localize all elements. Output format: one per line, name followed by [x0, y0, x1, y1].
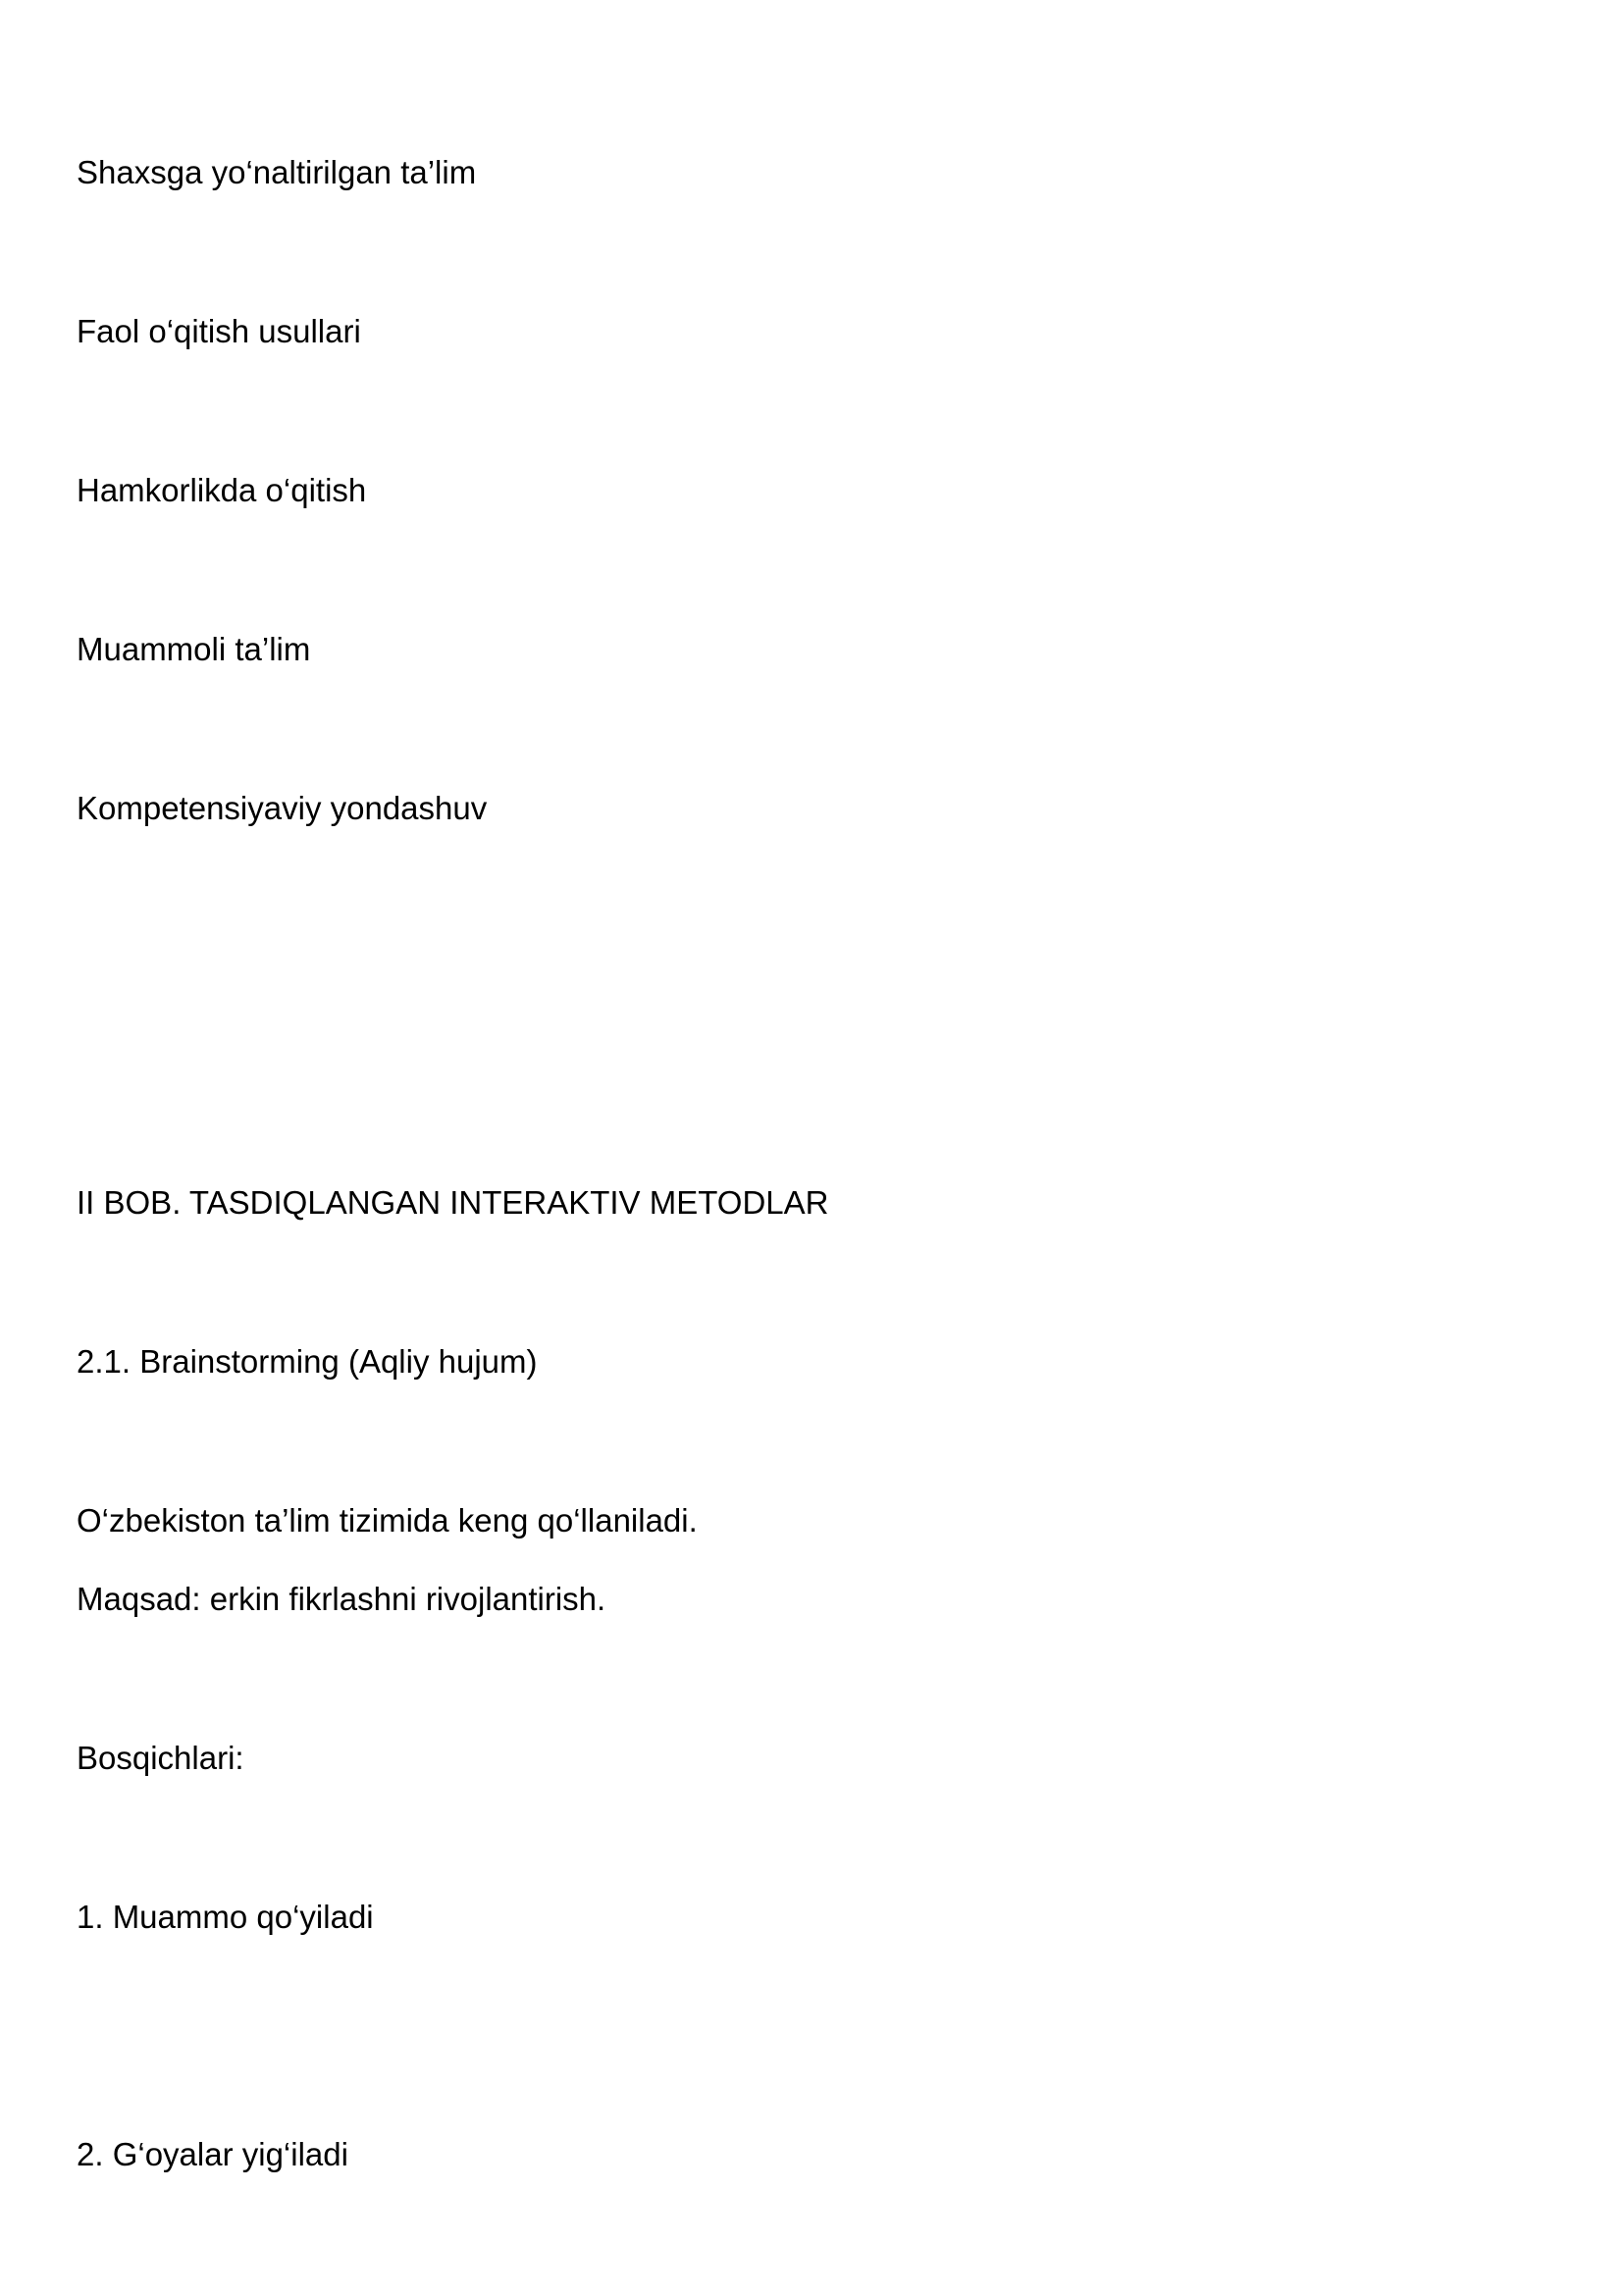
paragraph-goal: Maqsad: erkin fikrlashni rivojlantirish. [77, 1581, 606, 1617]
section-title: 2.1. Brainstorming (Aqliy hujum) [77, 1343, 538, 1380]
list-item-competency-approach: Kompetensiyaviy yondashuv [77, 790, 488, 826]
step-item-1: 1. Muammo qo‘yiladi [77, 1899, 374, 1935]
list-item-personal-education: Shaxsga yo‘naltirilgan ta’lim [77, 154, 477, 190]
list-item-problem-learning: Muammoli ta’lim [77, 631, 311, 667]
step-item-2: 2. G‘oyalar yig‘iladi [77, 2136, 348, 2172]
chapter-title: II BOB. TASDIQLANGAN INTERAKTIV METODLAR [77, 1184, 829, 1221]
steps-label: Bosqichlari: [77, 1740, 244, 1776]
paragraph-usage: O‘zbekiston ta’lim tizimida keng qo‘llaniladi. [77, 1502, 698, 1539]
list-item-active-methods: Faol o‘qitish usullari [77, 313, 361, 349]
list-item-cooperative-learning: Hamkorlikda o‘qitish [77, 472, 367, 508]
